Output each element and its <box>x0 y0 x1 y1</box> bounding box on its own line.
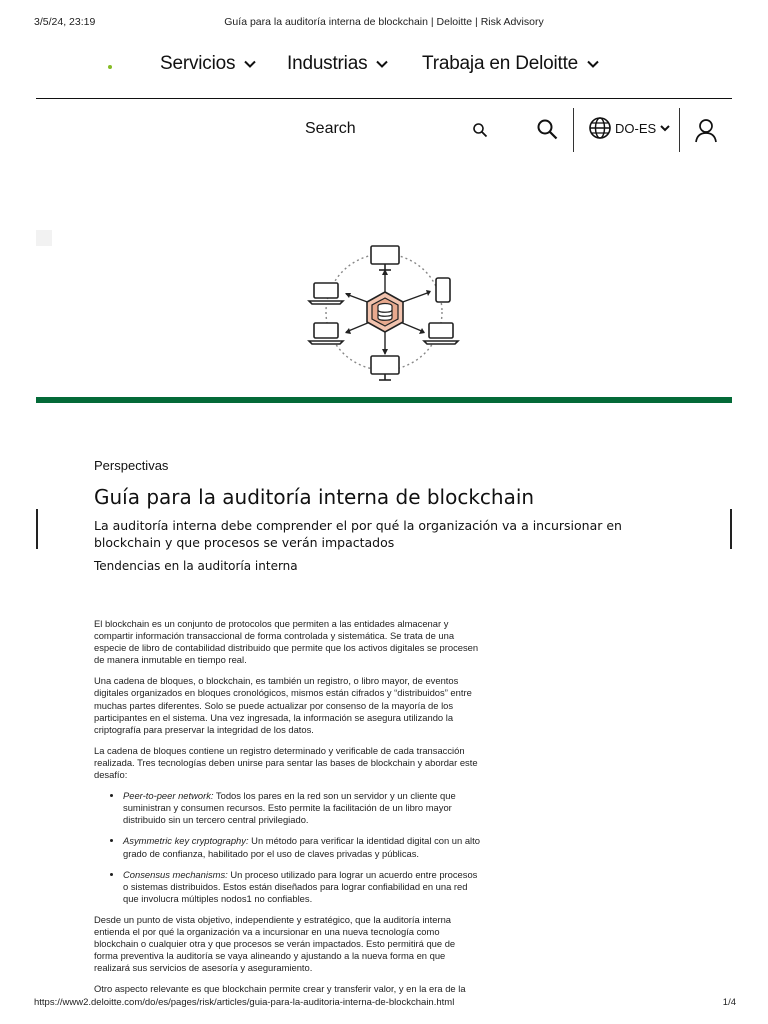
locale-selector[interactable] <box>588 116 671 140</box>
divider <box>679 108 680 152</box>
article-tag[interactable]: Tendencias en la auditoría interna <box>94 559 298 573</box>
print-datetime: 3/5/24, 23:19 <box>34 16 96 28</box>
utility-bar <box>36 106 732 152</box>
chevron-down-icon <box>243 57 257 71</box>
print-page-number: 1/4 <box>722 997 736 1008</box>
print-document-title: Guía para la auditoría interna de blockchain | Deloitte | Risk Advisory <box>224 16 544 28</box>
nav-item-label: Servicios <box>160 53 236 74</box>
list-item-text: Un proceso utilizado para lograr un acuerdo entre procesos o sistemas distribuidos. Estos están diseñados para lograr confiabilidad en una red que involucra múltiples nodos1 no confiables. <box>123 868 478 904</box>
print-url: https://www2.deloitte.com/do/es/pages/risk/articles/guia-para-la-auditoria-interna-de-blockchain.html <box>34 997 455 1008</box>
search-toggle-icon[interactable] <box>536 118 558 140</box>
article-paragraph: Una cadena de bloques, o blockchain, es también un registro, o libro mayor, de eventos digitales organizados en bloques cronológicos, mismos están cifrados y “distribuidos” entre muchas partes diferentes. Solo se puede actualizar por consenso de la mayoría de los participantes en el sistema. Una vez ingresada, la información se asegura utilizando la criptografía para preservar la integridad de los datos. <box>94 675 472 735</box>
article-body <box>94 618 480 1004</box>
list-item <box>123 869 480 905</box>
list-item-text: Todos los pares en la red son un servidor y un cliente que suministran y consumen recursos. Esto permite la facilitación de un libro mayor distribuido sin un tercero central privilegiado. <box>123 790 456 826</box>
main-navigation <box>36 50 732 99</box>
article-paragraph: Desde un punto de vista objetivo, independiente y estratégico, que la auditoría interna entienda el por qué la organización va a incursionar en una nueva tecnología como blockchain o cualquier otra y que procesos se verán impactados. Esto permitirá que de forma preventiva la auditoría se vaya alineando y ajustando a la nueva forma en que realizará sus servicios de asesoría y aseguramiento. <box>94 913 456 974</box>
blockchain-network-illustration <box>300 238 468 386</box>
nav-item-servicios[interactable] <box>160 53 257 75</box>
list-item-term: Asymmetric key cryptography: <box>123 835 249 847</box>
search-icon[interactable] <box>472 122 488 138</box>
hero-divider-bar <box>36 397 732 403</box>
nav-item-industrias[interactable] <box>287 53 389 75</box>
locale-code: DO-ES <box>615 120 657 136</box>
chevron-down-icon <box>375 57 389 71</box>
globe-icon <box>588 116 612 140</box>
article-paragraph: El blockchain es un conjunto de protocolos que permiten a las entidades almacenar y compartir información transaccional de forma controlada y sistemática. Se trata de una especie de libro de contabilidad distribuido que permite que los activos digitales se procesen de manera inmutable en tiempo real. <box>94 618 479 666</box>
page-title: Guía para la auditoría interna de blockchain <box>94 485 535 509</box>
list-item <box>123 835 480 859</box>
article-paragraph-cut: Otro aspecto relevante es que blockchain permite crear y transferir valor, y en la era de la <box>94 983 466 995</box>
user-icon[interactable] <box>693 117 719 143</box>
list-item-term: Peer-to-peer network: <box>123 790 214 802</box>
list-item-term: Consensus mechanisms: <box>123 868 228 880</box>
chevron-down-icon <box>586 57 600 71</box>
article-subtitle: La auditoría interna debe comprender el por qué la organización va a incursionar en blockchain y que procesos se verán impactados <box>94 518 622 550</box>
chevron-down-icon <box>659 122 671 134</box>
nav-item-label: Trabaja en Deloitte <box>422 53 579 74</box>
left-edge-marker <box>36 509 38 549</box>
nav-item-trabaja-en-deloitte[interactable] <box>422 53 600 75</box>
list-item-text: Un método para verificar la identidad digital con un alto grado de confianza, habilitado por el uso de claves privadas y públicas. <box>123 835 480 859</box>
deloitte-logo-dot[interactable] <box>108 65 112 69</box>
article-paragraph: La cadena de bloques contiene un registro determinado y verificable de cada transacción realizada. Tres tecnologías deben unirse para sentar las bases de blockchain y abordar este desafío: <box>94 744 478 781</box>
list-item <box>123 790 480 826</box>
divider <box>573 108 574 152</box>
image-placeholder <box>36 230 52 246</box>
nav-item-label: Industrias <box>287 53 368 74</box>
right-edge-marker <box>730 509 732 549</box>
technology-list <box>94 790 480 905</box>
article-eyebrow[interactable]: Perspectivas <box>94 458 169 473</box>
search-input[interactable]: Search <box>305 120 356 137</box>
